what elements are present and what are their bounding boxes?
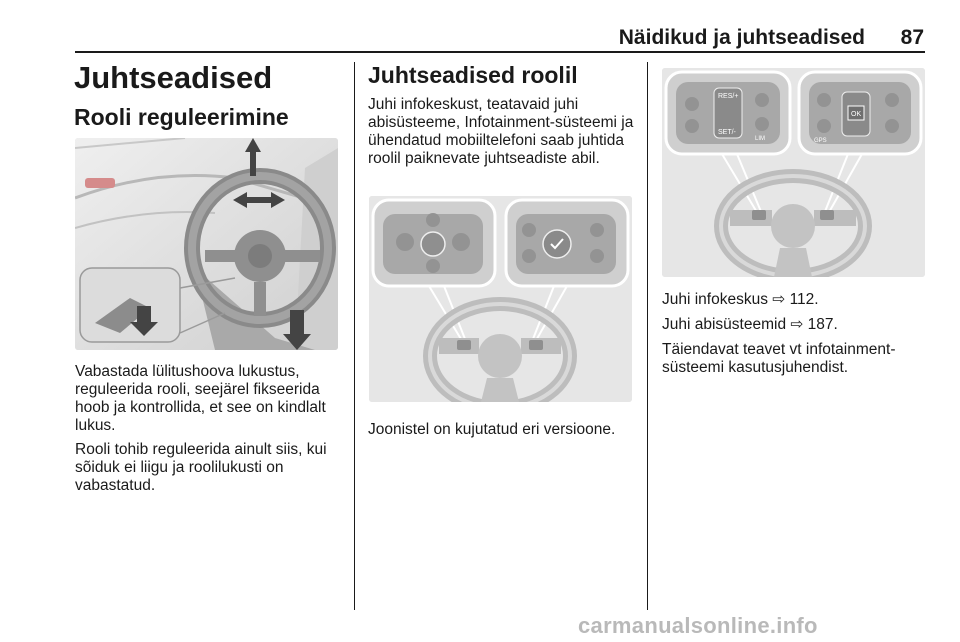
middle-paragraph-1: Juhi infokeskust, teatavaid juhi abisüsteeme, Infotainment-süsteemi ja ühendatud mobiiltelefoni saab juhtida roolil paiknevate juhtseadiste abil. bbox=[368, 96, 634, 167]
steering-adjust-illustration bbox=[75, 138, 338, 350]
ok-label: OK bbox=[851, 111, 862, 118]
running-header-title: Näidikud ja juhtseadised bbox=[618, 26, 865, 49]
res-label: RES/+ bbox=[718, 93, 739, 100]
wheel-controls-illustration-a bbox=[369, 196, 632, 402]
wheel-controls-illustration-b bbox=[662, 68, 925, 277]
page-number: 87 bbox=[900, 26, 924, 49]
left-paragraph-1: Vabastada lülitushoova lukustus, reguleerida rooli, seejärel fikseerida hoob ja kontrollida, et see on kindlalt lukus. bbox=[75, 363, 326, 434]
subsection-heading-steering-adjust: Rooli reguleerimine bbox=[74, 104, 289, 130]
right-paragraph: Täiendavat teavet vt infotainment-süsteemi kasutusjuhendist. bbox=[662, 341, 896, 376]
section-heading: Juhtseadised bbox=[74, 60, 273, 95]
gps-label: GPS bbox=[814, 138, 827, 144]
figure-caption: Joonistel on kujutatud eri versioone. bbox=[368, 421, 616, 438]
watermark: carmanualsonline.info bbox=[578, 613, 818, 638]
lim-label: LIM bbox=[755, 136, 766, 142]
ref-driver-assistance: Juhi abisüsteemid ⇨ 187. bbox=[662, 316, 838, 333]
column-divider-2 bbox=[647, 62, 648, 610]
header-rule bbox=[75, 51, 925, 53]
set-label: SET/- bbox=[718, 129, 736, 136]
ref-driver-info-centre: Juhi infokeskus ⇨ 112. bbox=[662, 291, 819, 308]
left-paragraph-2: Rooli tohib reguleerida ainult siis, kui sõiduk ei liigu ja roolilukusti on vabastatud. bbox=[75, 441, 327, 494]
subsection-heading-wheel-controls: Juhtseadised roolil bbox=[368, 62, 578, 88]
column-divider-1 bbox=[354, 62, 355, 610]
